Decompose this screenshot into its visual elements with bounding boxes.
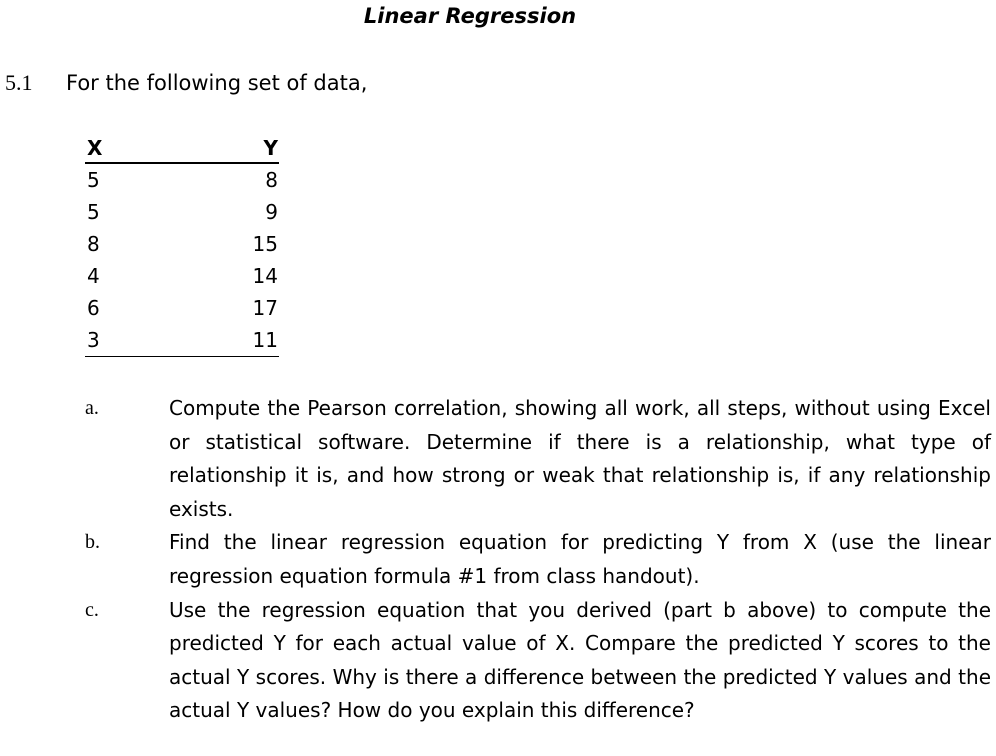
cell-y: 8 [265, 168, 278, 192]
cell-x: 4 [87, 264, 100, 288]
part-label: c. [85, 598, 99, 621]
part-label: a. [85, 397, 99, 419]
table-row [85, 163, 279, 196]
column-header-x: X [85, 134, 162, 163]
part-text: Compute the Pearson correlation, showing all work, all steps, without using Excel or statistical software. Determine if there is a relationship, what type of relationship it is, and how strong or weak that relationship is, if any relationship exists. [169, 396, 991, 521]
table-row [85, 292, 279, 324]
part-text: Find the linear regression equation for predicting Y from X (use the linear regression equation formula #1 from class handout). [169, 530, 991, 588]
cell-y: 15 [252, 232, 278, 256]
cell-x: 5 [87, 168, 100, 192]
cell-x: 6 [87, 296, 100, 320]
cell-x: 3 [85, 324, 162, 357]
cell-x: 5 [87, 200, 100, 224]
question-intro: For the following set of data, [66, 71, 368, 95]
question-parts-list [0, 392, 996, 728]
question-number: 5.1 [5, 70, 33, 95]
cell-y: 14 [252, 264, 278, 288]
cell-y: 9 [265, 200, 278, 224]
cell-x: 8 [87, 232, 100, 256]
cell-y: 11 [162, 324, 279, 357]
table-row [85, 228, 279, 260]
part-label: b. [85, 531, 100, 554]
data-table [85, 134, 279, 357]
column-header-y: Y [162, 134, 279, 163]
page-title: Linear Regression [363, 4, 577, 28]
table-row [85, 196, 279, 228]
cell-y: 17 [252, 296, 278, 320]
table-row [85, 324, 279, 357]
question-part-b [0, 526, 996, 593]
question-part-a [0, 392, 996, 526]
table-row [85, 260, 279, 292]
table-header-row [85, 134, 279, 163]
part-text: Use the regression equation that you derived (part b above) to compute the predicted Y for each actual value of X. Compare the predicted Y scores to the actual Y scores. Why is there a difference between the predicted Y values and the actual Y values? How do you explain this difference? [169, 597, 991, 723]
question-part-c [0, 594, 996, 728]
